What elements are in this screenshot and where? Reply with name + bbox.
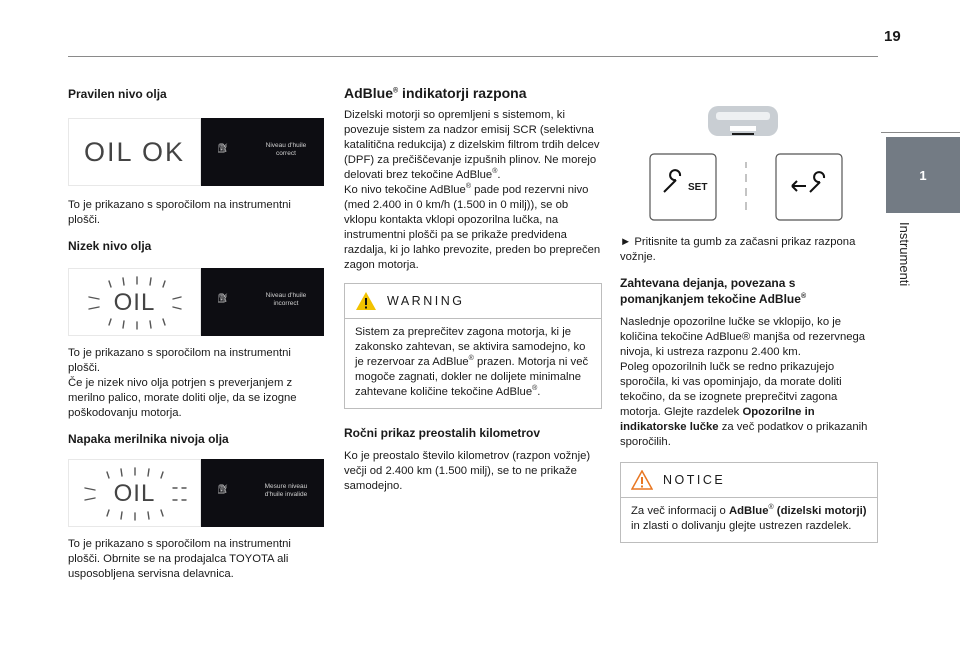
heading-adblue [344, 84, 602, 102]
actions-text-b-body: Poleg opozorilnih lučk se redno prikazujejo sporočila, ki vas opominjajo, da morate doliti tekočino, da se izognete preprečitvi zagona motorja. Glejte razdelek [620, 361, 842, 418]
chapter-tab[interactable] [886, 137, 960, 213]
actions-text-c: za več podatkov o prikazanih sporočilih. [620, 421, 868, 448]
heading-adblue-a: AdBlue [344, 85, 393, 101]
oil-fault-text-para: To je prikazano s sporočilom na instrumentni plošči. Obrnite se na prodajalca TOYOTA ali usposobljena servisna delavnica. [68, 538, 291, 580]
registered-mark: ® [800, 293, 807, 300]
oil-ok-text: OIL OK [83, 136, 185, 167]
oil-ok-msg-line2: correct [276, 150, 296, 157]
oil-low-text-1: To je prikazano s sporočilom na instrumentni plošči. [68, 347, 291, 374]
heading-oil-low: Nizek nivo olja [68, 239, 152, 253]
oil-low-screen [201, 268, 324, 336]
notice-bold-b: (dizelski motorji) [773, 505, 867, 517]
heading-oil-correct: Pravilen nivo olja [68, 87, 167, 101]
dashboard-icon [708, 106, 778, 136]
column-actions [620, 100, 878, 543]
warning-text-end: . [537, 386, 541, 398]
actions-text-a: Naslednje opozorilne lučke se vklopijo, ko je količina tekočine AdBlue® manjša od rezervnega nivoja, ki ustreza razponu 2.400 km. [620, 316, 866, 358]
heading-adblue-b: indikatorji razpona [398, 85, 527, 101]
registered-mark: ® [532, 385, 538, 393]
oil-ok-display [68, 118, 324, 186]
adblue-intro [344, 108, 602, 183]
oil-low-text-2: Če je nizek nivo olja potrjen s preverjanjem z merilno palico, morate doliti olje, da se izogne poškodovanju motorja. [68, 377, 297, 419]
oil-correct-text: To je prikazano s sporočilom na instrumentni plošči. [68, 199, 291, 226]
bullet-arrow-icon: ► [620, 236, 632, 248]
heading-actions [620, 275, 878, 307]
adblue-reserve-a: Ko nivo tekočine AdBlue [344, 184, 466, 196]
manual-range-text: Ko je preostalo število kilometrov (razpon vožnje) večji od 2.400 km (1.500 milj), se to ne prikaže samodejno. [344, 450, 591, 492]
warning-box [344, 283, 602, 409]
notice-box [620, 462, 878, 543]
chapter-number: 1 [919, 167, 927, 183]
heading-manual-range: Ročni prikaz preostalih kilometrov [344, 426, 541, 440]
adblue-reserve-b: pade pod rezervni nivo (med 2.400 in 0 km/h (1.500 in 0 milj)), se ob vklopu kontakta vklopi opozorilna lučka, na instrumentni plošči pa se prikaže predvidena razdalja, ki jo lahko prevozite, preden bo preprečen zagon motorja. [344, 184, 601, 271]
notice-title: NOTICE [663, 472, 726, 487]
oil-ok-symbol [68, 118, 201, 186]
page-number: 19 [884, 28, 901, 45]
adblue-intro-end: . [497, 169, 501, 181]
oil-low-text: OIL [113, 288, 156, 316]
steering-controls-figure [620, 100, 878, 224]
registered-mark: ® [492, 168, 498, 176]
set-label[interactable]: SET [688, 182, 708, 193]
column-oil [68, 86, 324, 582]
oil-can-icon: ⛽︎ [216, 484, 229, 494]
registered-mark: ® [768, 504, 774, 512]
column-adblue [344, 84, 602, 494]
oil-fault-msg-line1: Mesure niveau [264, 483, 308, 490]
press-button-text [620, 235, 878, 265]
oil-low-symbol [68, 268, 201, 336]
oil-fault-screen [201, 459, 324, 527]
oil-low-display [68, 268, 324, 336]
registered-mark: ® [393, 87, 399, 95]
chapter-label: Instrumenti [897, 222, 912, 287]
notice-bold-a: AdBlue [728, 505, 769, 517]
oil-fault-msg-line2: d'huile invalide [264, 491, 308, 498]
oil-fault-text: OIL [113, 479, 156, 507]
heading-oil-fault: Napaka merilnika nivoja olja [68, 432, 229, 446]
oil-can-icon: ⛽︎ [216, 143, 229, 153]
actions-text-b [620, 360, 878, 450]
press-button-text-body: Pritisnite ta gumb za začasni prikaz razpona vožnje. [620, 236, 856, 263]
heading-actions-text: Zahtevana dejanja, povezana s pomanjkanjem tekočine AdBlue [620, 276, 801, 306]
notice-triangle-icon [631, 470, 653, 490]
oil-ok-msg-line1: Niveau d'huile [265, 142, 307, 149]
oil-fault-display [68, 459, 324, 527]
warning-title: WARNING [387, 293, 465, 308]
warning-text-a: Sistem za preprečitev zagona motorja, ki je zakonsko zahtevan, se aktivira samodejno, ko je rezervoar za AdBlue [355, 326, 586, 368]
notice-text-b: in zlasti o dolivanju glejte ustrezen razdelek. [631, 520, 852, 532]
oil-low-msg-line2: incorrect [273, 300, 299, 307]
oil-low-msg-line1: Niveau d'huile [265, 292, 307, 299]
oil-can-icon: ⛽︎ [216, 293, 229, 303]
side-divider [881, 132, 960, 133]
registered-mark: ® [465, 183, 472, 191]
oil-ok-screen [201, 118, 324, 186]
warning-text-b: prazen. Motorja ni več mogoče zagnati, dokler ne dolijete minimalne zahtevane količine tekočine AdBlue [355, 356, 589, 398]
notice-text-a: Za več informacij o [631, 505, 729, 517]
actions-link-warning-lights: Opozorilne in indikatorske lučke [620, 406, 815, 433]
oil-fault-symbol [68, 459, 201, 527]
adblue-reserve [344, 183, 602, 273]
top-divider [68, 56, 878, 57]
registered-mark: ® [468, 355, 474, 363]
adblue-intro-text: Dizelski motorji so opremljeni s sistemom, ki povezuje sistem za nadzor emisij SCR (selektivna katalitična redukcija) z dizelskim filtrom trdih delcev (DPF) za prečiščevanje izpušnih plinov. Ne morejo delovati brez tekočine AdBlue [344, 109, 600, 181]
warning-triangle-icon [355, 291, 377, 311]
